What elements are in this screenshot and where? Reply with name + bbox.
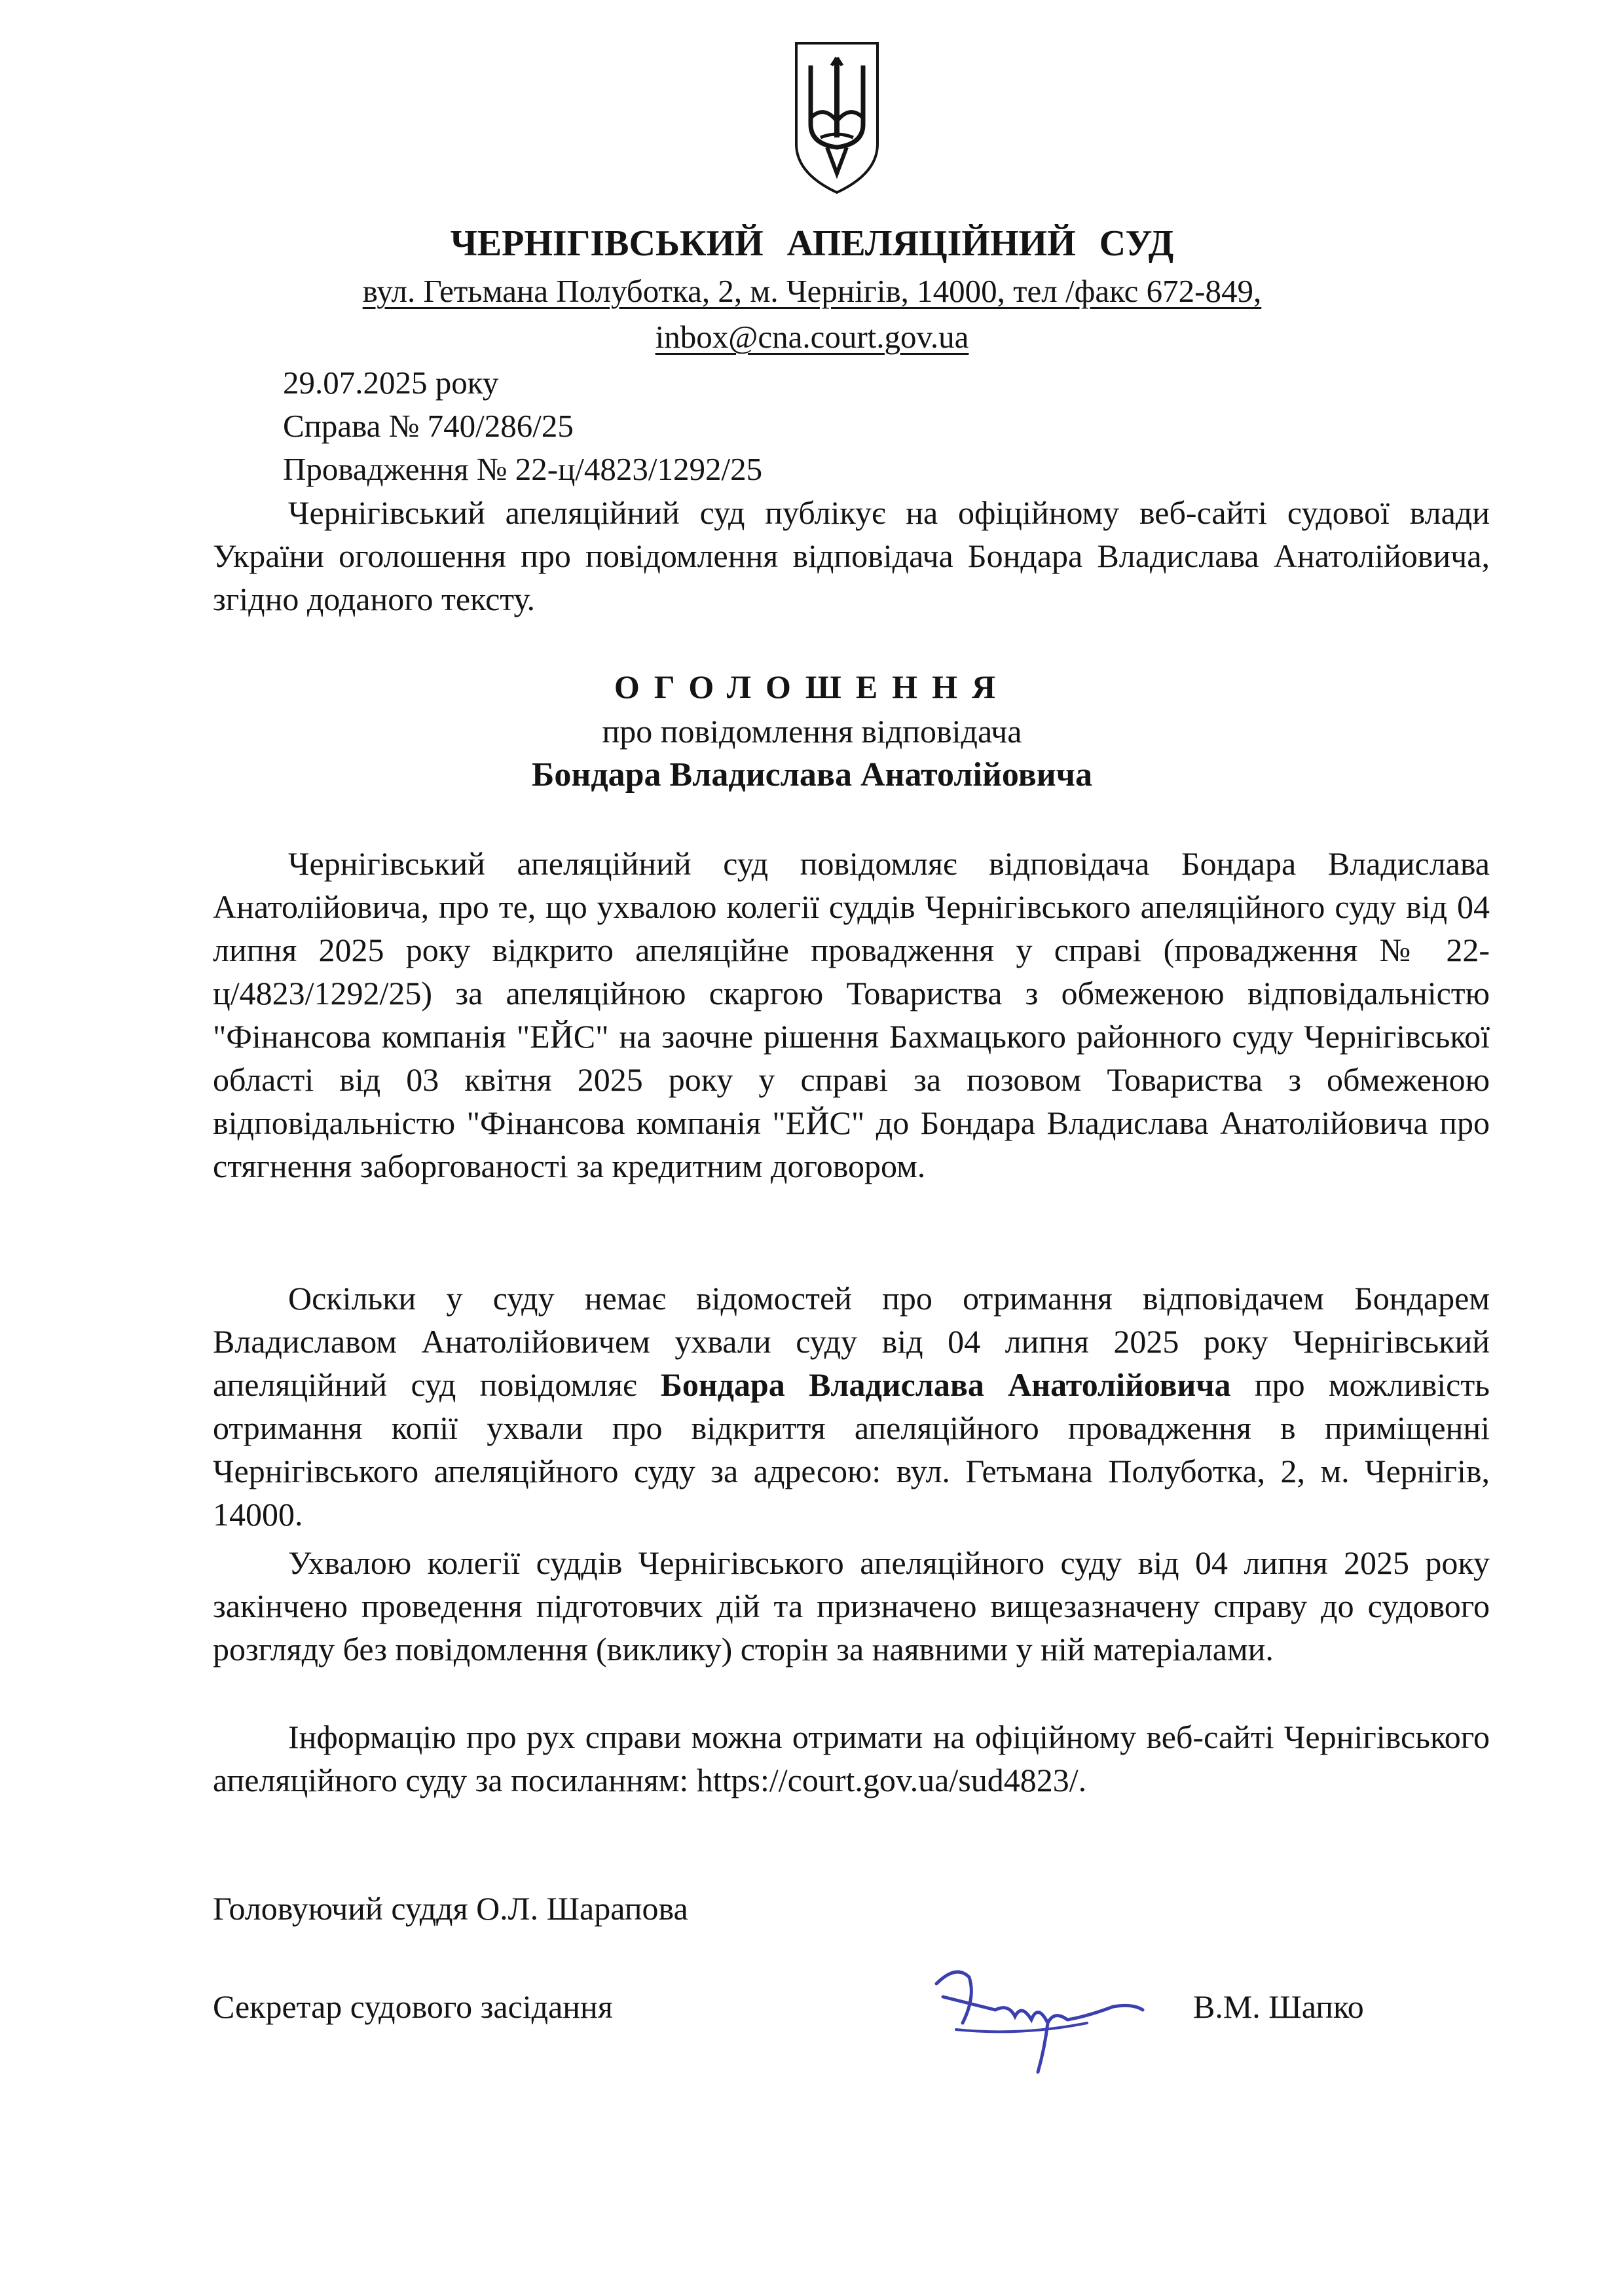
body-paragraph-2-start: Оскільки у суду немає відомостей про отримання відповідачем Бондарем Владиславом Анатолійовичем ухвали суду від 04 липня 2025 року Чернігівський апеляційний суд повідомляє xyxy=(213,1280,1490,1403)
presiding-judge: Головуючий суддя О.Л. Шарапова xyxy=(213,1890,688,1927)
body-paragraph-3: Ухвалою колегії суддів Чернігівського апеляційного суду від 04 липня 2025 року закінчено проведення підготовчих дій та призначено вищезазначену справу до судового розгляду без повідомлення (виклику) сторін за наявними у ній матеріалами. xyxy=(213,1544,1490,1667)
trident-coat-of-arms-icon xyxy=(791,39,883,196)
body-paragraph-2-end: про можливість отримання копії ухвали про відкриття апеляційного провадження в приміщенні Чернігівського апеляційного суду за адресою: вул. Гетьмана Полуботка, 2, м. Чернігів, 14000. xyxy=(213,1366,1490,1533)
announcement-respondent-name: Бондара Владислава Анатолійовича xyxy=(531,756,1093,793)
announcement-title: ОГОЛОШЕННЯ xyxy=(614,668,1010,705)
handwritten-signature xyxy=(917,1958,1153,2082)
case-number: Справа № 740/286/25 xyxy=(283,408,574,444)
body-paragraph-1: Чернігівський апеляційний суд повідомляє відповідача Бондара Владислава Анатолійовича, про те, що ухвалою колегії суддів Чернігівського апеляційного суду від 04 липня 2025 року відкрито апеляційне провадження у справі (провадження № 22-ц/4823/1292/25) за апеляційною скаргою Товариства з обмеженою відповідальністю "Фінансова компанія "ЕЙС" на заочне рішення Бахмацького районного суду Чернігівської області від 03 квітня 2025 року у справі за позовом Товариства з обмеженою відповідальністю "Фінансова компанія "ЕЙС" до Бондара Владислава Анатолійовича про стягнення заборгованості за кредитним договором. xyxy=(213,845,1490,1184)
intro-paragraph: Чернігівський апеляційний суд публікує на офіційному веб-сайті судової влади України оголошення про повідомлення відповідача Бондара Владислава Анатолійовича, згідно доданого тексту. xyxy=(213,494,1490,617)
secretary-name: В.М. Шапко xyxy=(1193,1988,1364,2025)
proceeding-number: Провадження № 22-ц/4823/1292/25 xyxy=(283,451,763,487)
court-name: ЧЕРНІГІВСЬКИЙ АПЕЛЯЦІЙНИЙ СУД xyxy=(450,223,1174,264)
court-address: вул. Гетьмана Полуботка, 2, м. Чернігів, 14000, тел /факс 672-849, xyxy=(362,273,1262,309)
body-paragraph-2 xyxy=(213,1277,1490,1536)
body-paragraph-4: Інформацію про рух справи можна отримати на офіційному веб-сайті Чернігівського апеляційного суду за посиланням: https://court.gov.ua/sud4823/. xyxy=(213,1719,1490,1798)
document-date: 29.07.2025 року xyxy=(283,365,499,401)
court-email: inbox@cna.court.gov.ua xyxy=(655,319,969,355)
body-paragraph-2-name: Бондара Владислава Анатолійовича xyxy=(660,1366,1231,1403)
secretary-label: Секретар судового засідання xyxy=(213,1988,613,2025)
announcement-subtitle: про повідомлення відповідача xyxy=(602,713,1022,750)
